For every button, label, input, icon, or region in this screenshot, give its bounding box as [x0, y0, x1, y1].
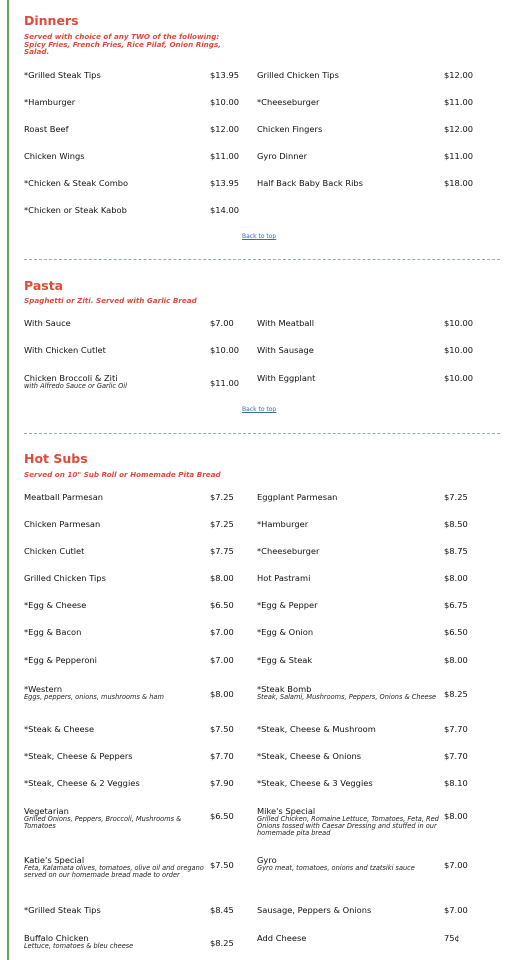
menu-item: [257, 178, 447, 188]
menu-item-name: With Sauce: [24, 318, 71, 328]
menu-item: [257, 627, 447, 637]
back-to-top-link[interactable]: Back to top: [242, 233, 277, 240]
menu-item: [24, 684, 204, 701]
menu-item-price: $13.95: [210, 178, 240, 188]
menu-item-name: *Egg & Pepperoni: [24, 655, 97, 665]
menu-item-price: $8.25: [444, 689, 468, 699]
menu-row: [24, 492, 500, 510]
menu-item-name: Half Back Baby Back Ribs: [257, 178, 363, 188]
menu-item-name: With Chicken Cutlet: [24, 345, 106, 355]
menu-item-price: $7.25: [210, 519, 234, 529]
menu-item-price: $8.00: [444, 573, 468, 583]
section-subtitle-dinners: Served with choice of any TWO of the following: Spicy Fries, French Fries, Rice Pilaf, Onion Rings, Salad.: [24, 32, 221, 57]
menu-item-name: *Cheeseburger: [257, 97, 320, 107]
menu-item: [24, 905, 204, 915]
menu-item-name: *Steak, Cheese & Mushroom: [257, 724, 376, 734]
menu-item-name: Chicken Fingers: [257, 124, 323, 134]
menu-item: [24, 933, 204, 950]
menu-item-name: *Hamburger: [257, 519, 309, 529]
menu-item: [257, 573, 447, 583]
menu-item: [24, 318, 204, 328]
menu-item-name: Mike's Special: [257, 806, 316, 816]
menu-item-name: *Egg & Pepper: [257, 600, 318, 610]
menu-item: [257, 124, 447, 134]
menu-row: [24, 178, 500, 196]
menu-item: [257, 97, 447, 107]
menu-row: [24, 519, 500, 537]
menu-item-name: *Egg & Cheese: [24, 600, 87, 610]
menu-item: [24, 70, 204, 80]
menu-item-price: $6.50: [210, 811, 234, 821]
section-divider: [24, 259, 500, 260]
left-accent-border: [7, 0, 9, 960]
menu-item: [257, 933, 447, 943]
menu-item: [257, 778, 447, 788]
menu-item-price: $11.00: [444, 151, 474, 161]
menu-item-price: $8.00: [210, 573, 234, 583]
section-title-dinners: Dinners: [24, 13, 79, 28]
menu-item-price: $7.50: [210, 724, 234, 734]
menu-item-price: $10.00: [444, 373, 474, 383]
menu-item-name: Katie's Special: [24, 855, 85, 865]
menu-item-price: $6.50: [210, 600, 234, 610]
section-title-pasta: Pasta: [24, 278, 64, 293]
menu-item-price: $8.45: [210, 905, 234, 915]
menu-item-description: Eggs, peppers, onions, mushrooms & ham: [24, 693, 164, 701]
menu-item-price: $7.70: [444, 724, 468, 734]
menu-item: [257, 151, 447, 161]
menu-item-name: With Eggplant: [257, 373, 316, 383]
menu-item-name: *Chicken & Steak Combo: [24, 178, 129, 188]
menu-item-description: Lettuce, tomatoes & bleu cheese: [24, 942, 134, 950]
menu-item-price: $7.25: [444, 492, 468, 502]
menu-item-description: Grilled Chicken, Romaine Lettuce, Tomatoes, Feta, Red Onions tossed with Caesar Dressing and stuffed in our homemade pita bread: [257, 815, 439, 838]
menu-item: [257, 806, 447, 838]
menu-row: [24, 318, 500, 336]
menu-item-price: $12.00: [444, 124, 474, 134]
menu-item-price: $7.50: [210, 860, 234, 870]
menu-item: [257, 318, 447, 328]
menu-item-price: $8.10: [444, 778, 468, 788]
section-divider: [24, 433, 500, 434]
menu-item-price: $7.70: [210, 751, 234, 761]
menu-item-name: Grilled Chicken Tips: [24, 573, 106, 583]
menu-item-price: $6.50: [444, 627, 468, 637]
menu-item-name: Grilled Chicken Tips: [257, 70, 339, 80]
menu-item-price: $7.00: [210, 655, 234, 665]
menu-row: [24, 778, 500, 796]
menu-item: [24, 855, 204, 879]
back-to-top-link[interactable]: Back to top: [242, 406, 277, 413]
menu-row: [24, 345, 500, 363]
menu-row: [24, 124, 500, 142]
menu-item-name: *Steak, Cheese & 3 Veggies: [257, 778, 373, 788]
menu-item-price: $10.00: [210, 97, 240, 107]
menu-row: [24, 751, 500, 769]
menu-item-name: Chicken Parmesan: [24, 519, 101, 529]
menu-item-price: $8.00: [444, 655, 468, 665]
menu-item-name: Meatball Parmesan: [24, 492, 104, 502]
menu-item-name: *Egg & Steak: [257, 655, 313, 665]
menu-row: [24, 655, 500, 673]
menu-item-price: $7.90: [210, 778, 234, 788]
menu-item-price: $13.95: [210, 70, 240, 80]
menu-item-price: $7.25: [210, 492, 234, 502]
menu-row: [24, 806, 500, 838]
menu-item-name: Hot Pastrami: [257, 573, 311, 583]
menu-item-price: $10.00: [210, 345, 240, 355]
menu-row: [24, 724, 500, 742]
menu-item-name: With Meatball: [257, 318, 315, 328]
menu-item: [24, 724, 204, 734]
menu-item-price: $14.00: [210, 205, 240, 215]
menu-item-price: $6.75: [444, 600, 468, 610]
menu-item-name: *Hamburger: [24, 97, 76, 107]
menu-item-price: $11.00: [210, 378, 240, 388]
menu-item-description: Steak, Salami, Mushrooms, Peppers, Onions & Cheese: [257, 693, 437, 701]
menu-item-price: $8.75: [444, 546, 468, 556]
menu-item-name: Add Cheese: [257, 933, 307, 943]
menu-item-name: Chicken Cutlet: [24, 546, 85, 556]
menu-row: [24, 151, 500, 169]
menu-item: [24, 627, 204, 637]
menu-item: [24, 178, 204, 188]
menu-item: [257, 70, 447, 80]
menu-item-name: *Steak, Cheese & Onions: [257, 751, 362, 761]
menu-item-price: $8.00: [210, 689, 234, 699]
menu-item-name: *Egg & Onion: [257, 627, 314, 637]
menu-item: [257, 345, 447, 355]
menu-item: [24, 124, 204, 134]
menu-row: [24, 905, 500, 923]
menu-item-name: *Western: [24, 684, 63, 694]
menu-item: [257, 519, 447, 529]
menu-item-price: $11.00: [444, 97, 474, 107]
menu-item-name: *Steak, Cheese & Peppers: [24, 751, 133, 761]
menu-item-price: $7.00: [444, 905, 468, 915]
menu-item: [24, 151, 204, 161]
menu-item-name: *Steak & Cheese: [24, 724, 95, 734]
menu-item-price: $12.00: [444, 70, 474, 80]
menu-item: [24, 655, 204, 665]
section-subtitle-pasta: Spaghetti or Ziti. Served with Garlic Bread: [24, 296, 197, 305]
menu-item: [24, 806, 204, 830]
menu-row: [24, 627, 500, 645]
menu-row: [24, 70, 500, 88]
menu-item-description: Feta, Kalamata olives, tomatoes, olive oil and oregano served on our homemade bread made to order: [24, 864, 204, 880]
menu-row: [24, 97, 500, 115]
menu-item: [257, 684, 447, 701]
menu-item-description: Grilled Onions, Peppers, Broccoli, Mushrooms & Tomatoes: [24, 815, 182, 831]
menu-item-name: Sausage, Peppers & Onions: [257, 905, 372, 915]
menu-item-name: *Egg & Bacon: [24, 627, 82, 637]
menu-item: [24, 778, 204, 788]
menu-item-price: $7.75: [210, 546, 234, 556]
menu-item-name: With Sausage: [257, 345, 314, 355]
menu-row: [24, 855, 500, 880]
menu-item-price: $12.00: [210, 124, 240, 134]
menu-item-name: *Chicken or Steak Kabob: [24, 205, 127, 215]
menu-row: [24, 205, 500, 223]
menu-item: [24, 751, 204, 761]
menu-item-name: *Steak Bomb: [257, 684, 312, 694]
menu-item-price: $7.70: [444, 751, 468, 761]
section-title-hot-subs: Hot Subs: [24, 451, 88, 466]
menu-item-name: *Grilled Steak Tips: [24, 70, 101, 80]
menu-item-description: with Alfredo Sauce or Garlic Oil: [24, 382, 127, 390]
menu-item-name: Buffalo Chicken: [24, 933, 89, 943]
menu-item-price: $18.00: [444, 178, 474, 188]
menu-item: [257, 655, 447, 665]
menu-item: [257, 724, 447, 734]
menu-item-price: $8.50: [444, 519, 468, 529]
menu-item-description: Gyro meat, tomatoes, onions and tzatsiki sauce: [257, 864, 415, 872]
menu-item: [24, 97, 204, 107]
menu-row: [24, 546, 500, 564]
menu-item-name: Roast Beef: [24, 124, 69, 134]
menu-item: [24, 492, 204, 502]
menu-item-price: 75¢: [444, 933, 460, 943]
menu-item-name: *Cheeseburger: [257, 546, 320, 556]
menu-item-name: Gyro Dinner: [257, 151, 308, 161]
menu-item-name: Chicken Broccoli & Ziti: [24, 373, 118, 383]
menu-item-name: Eggplant Parmesan: [257, 492, 338, 502]
menu-item: [24, 600, 204, 610]
menu-item-price: $7.00: [210, 627, 234, 637]
menu-item: [24, 205, 204, 215]
menu-item-name: Gyro: [257, 855, 277, 865]
menu-item-name: *Grilled Steak Tips: [24, 905, 101, 915]
menu-row: [24, 573, 500, 591]
menu-item: [24, 573, 204, 583]
menu-row: [24, 373, 500, 391]
menu-item-name: *Steak, Cheese & 2 Veggies: [24, 778, 140, 788]
menu-row: [24, 600, 500, 618]
menu-item: [24, 519, 204, 529]
menu-item: [257, 546, 447, 556]
menu-item-price: $11.00: [210, 151, 240, 161]
menu-row: [24, 684, 500, 702]
menu-item-name: Vegetarian: [24, 806, 69, 816]
menu-item: [257, 492, 447, 502]
menu-item: [24, 373, 204, 390]
menu-item-price: $10.00: [444, 318, 474, 328]
menu-item: [24, 345, 204, 355]
menu-item-price: $8.25: [210, 938, 234, 948]
menu-item: [24, 546, 204, 556]
section-subtitle-hot-subs: Served on 10" Sub Roll or Homemade Pita Bread: [24, 470, 221, 479]
menu-item-price: $7.00: [444, 860, 468, 870]
menu-item: [257, 905, 447, 915]
menu-item: [257, 600, 447, 610]
menu-row: [24, 933, 500, 951]
menu-item-price: $7.00: [210, 318, 234, 328]
menu-item: [257, 751, 447, 761]
menu-item-price: $8.00: [444, 811, 468, 821]
menu-item: [257, 855, 447, 872]
menu-item-name: Chicken Wings: [24, 151, 85, 161]
menu-item: [257, 373, 447, 383]
menu-item-price: $10.00: [444, 345, 474, 355]
